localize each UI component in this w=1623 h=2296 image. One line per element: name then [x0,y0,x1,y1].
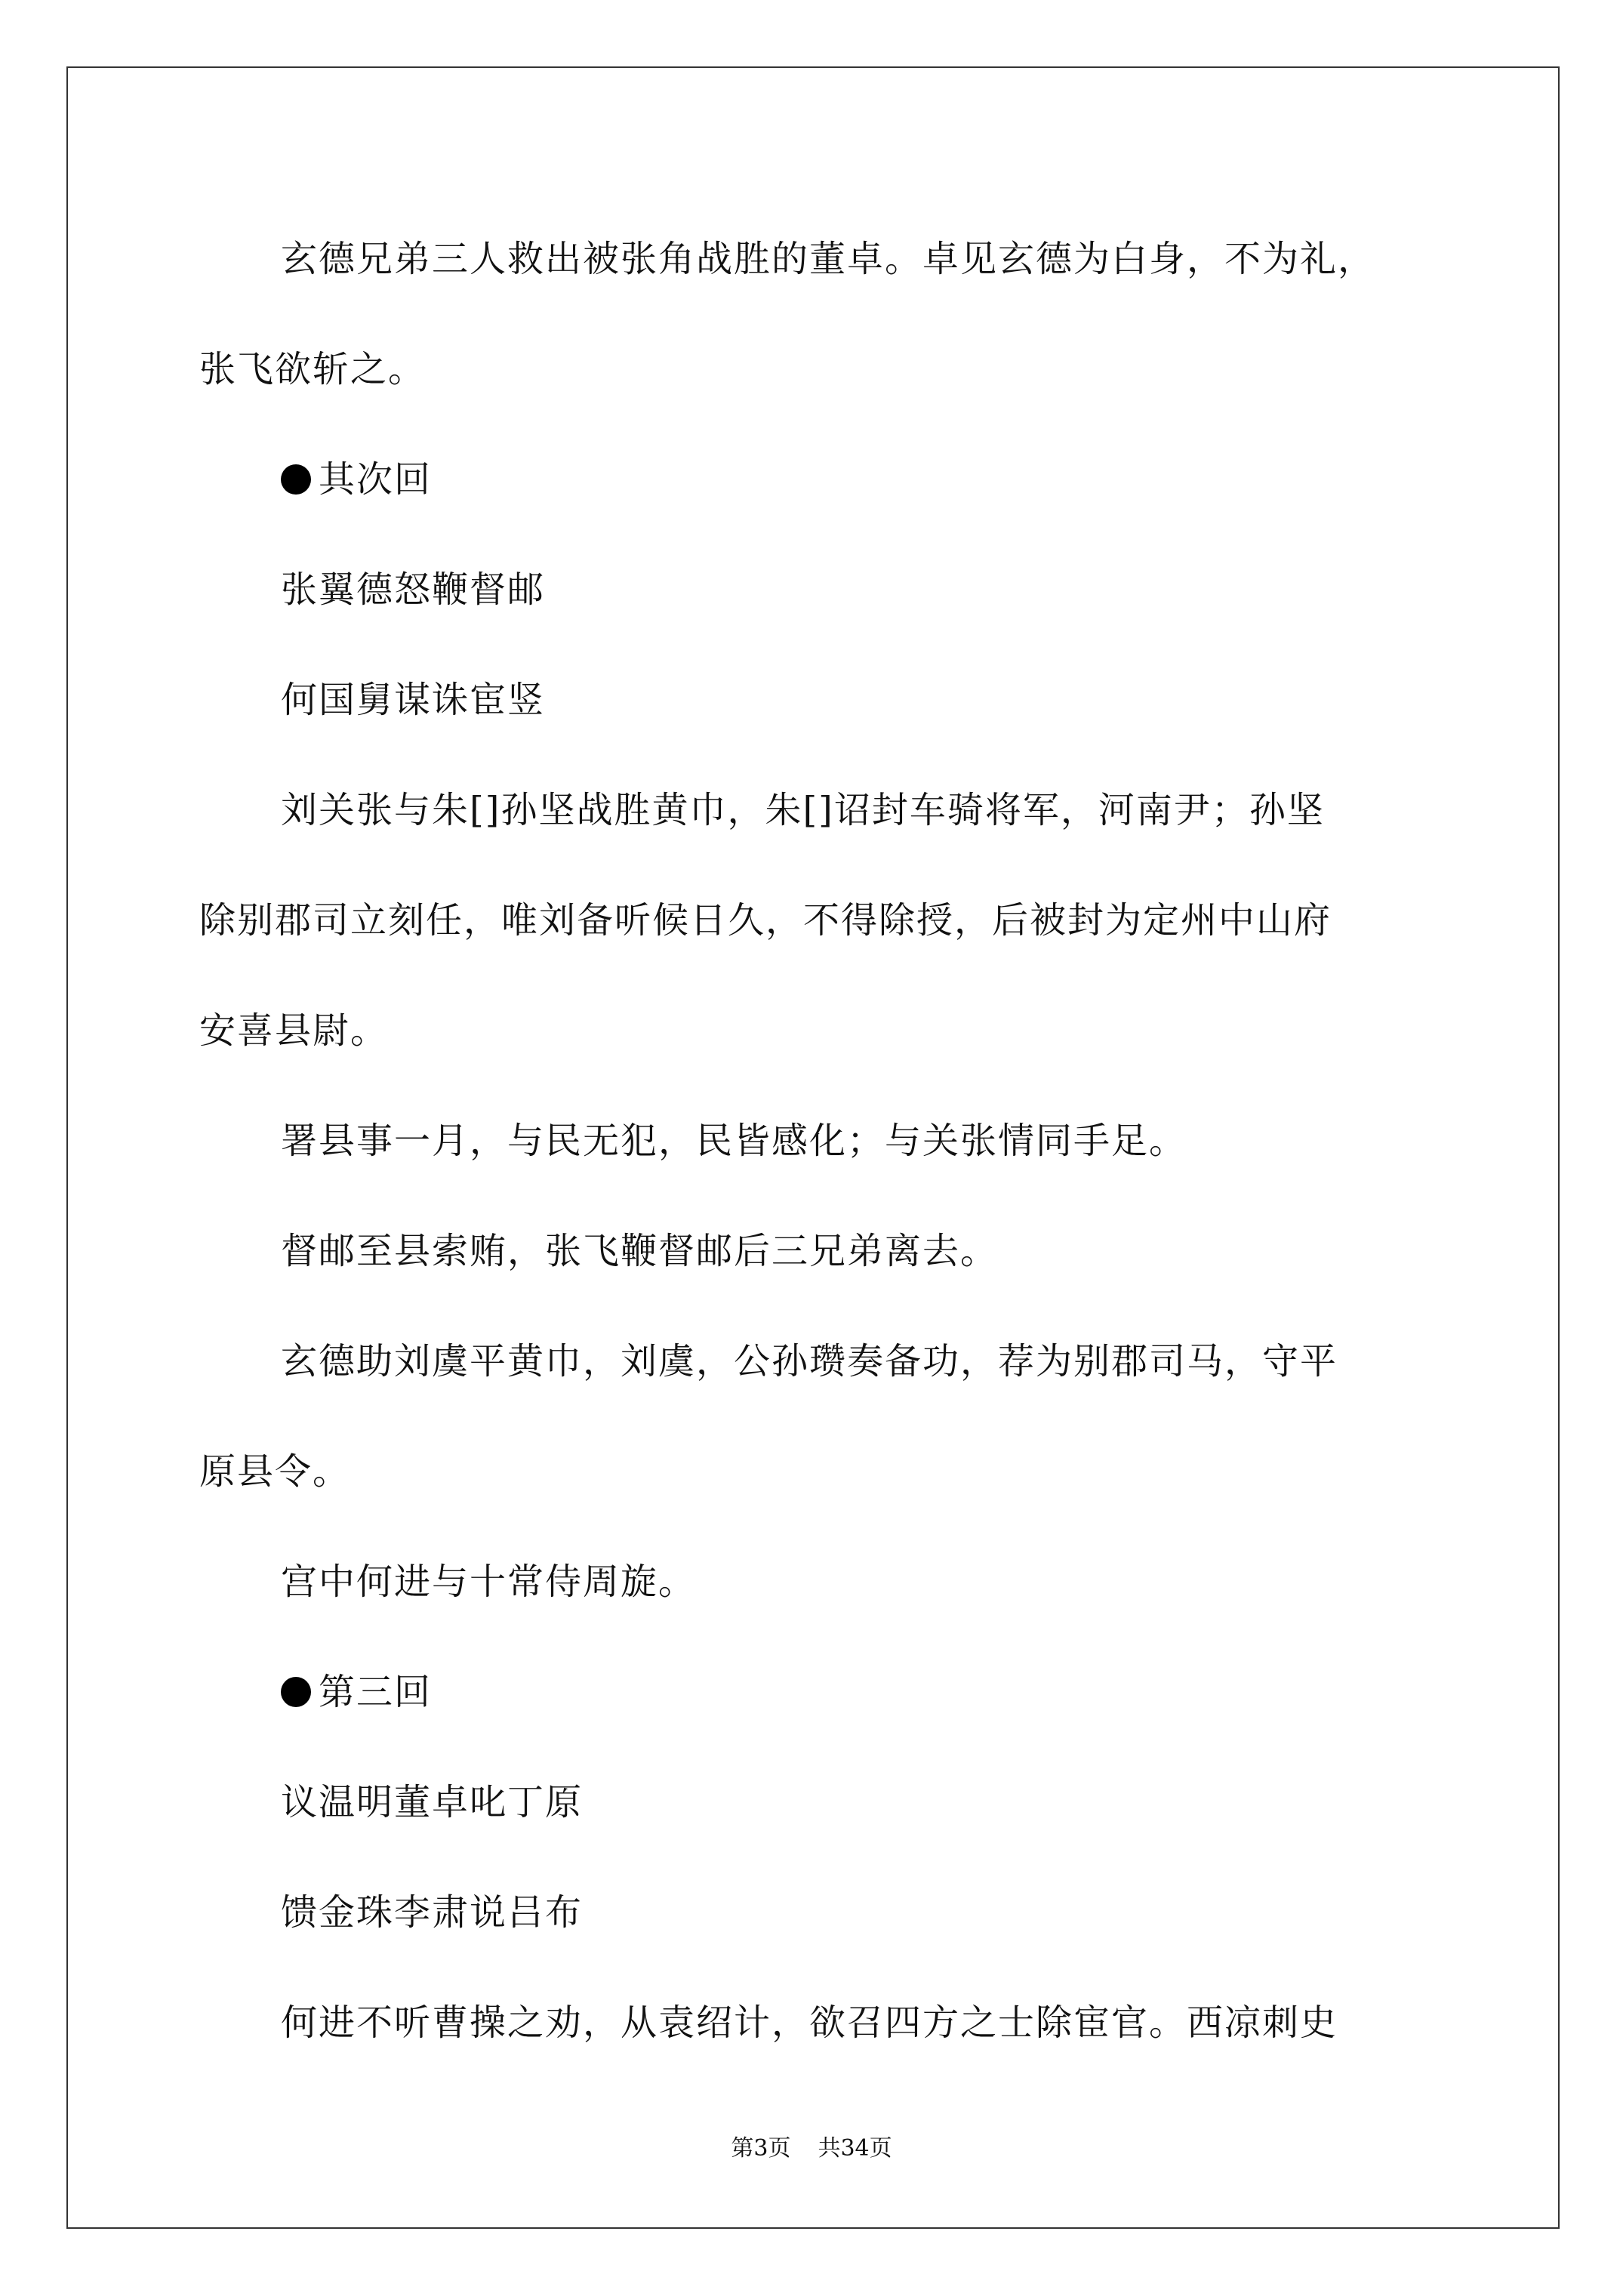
page-footer [0,2134,1623,2164]
paragraph-line: 张飞欲斩之。 [199,348,427,390]
paragraph-line: 玄德助刘虞平黄巾，刘虞，公孙瓒奏备功，荐为别郡司马，守平 [281,1340,1338,1382]
paragraph-line: 宫中何进与十常侍周旋。 [281,1561,697,1603]
paragraph-line: 何进不听曹操之劝，从袁绍计，欲召四方之士除宦官。西凉刺史 [281,2002,1338,2044]
bullet-icon [281,1677,311,1707]
chapter-heading-label: 第三回 [319,1671,433,1713]
paragraph-line: 玄德兄弟三人救出被张角战胜的董卓。卓见玄德为白身，不为礼， [281,238,1376,280]
page-number-current: 第3页 [731,2135,791,2162]
chapter-title-line: 馈金珠李肃说吕布 [281,1891,584,1934]
chapter-title-line: 议温明董卓叱丁原 [281,1781,584,1823]
chapter-title-line: 何国舅谋诛宦竖 [281,679,546,721]
chapter-heading-label: 其次回 [319,458,433,501]
paragraph-line: 原县令。 [199,1450,351,1493]
chapter-title-line: 张翼德怒鞭督邮 [281,569,546,611]
chapter-heading [199,424,1437,535]
bullet-icon [281,464,311,495]
page-number-total: 共34页 [818,2135,892,2162]
chapter-heading [199,1637,1437,1747]
paragraph-line: 署县事一月，与民无犯，民皆感化；与关张情同手足。 [281,1120,1187,1162]
paragraph-line: 除别郡司立刻任，唯刘备听候日久，不得除授，后被封为定州中山府 [199,899,1332,942]
paragraph-line: 督邮至县索贿，张飞鞭督邮后三兄弟离去。 [281,1230,999,1272]
paragraph-line: 安喜县尉。 [199,1009,389,1052]
document-body [199,204,1437,2078]
paragraph-line: 刘关张与朱[]孙坚战胜黄巾，朱[]诏封车骑将军，河南尹；孙坚 [281,789,1325,831]
